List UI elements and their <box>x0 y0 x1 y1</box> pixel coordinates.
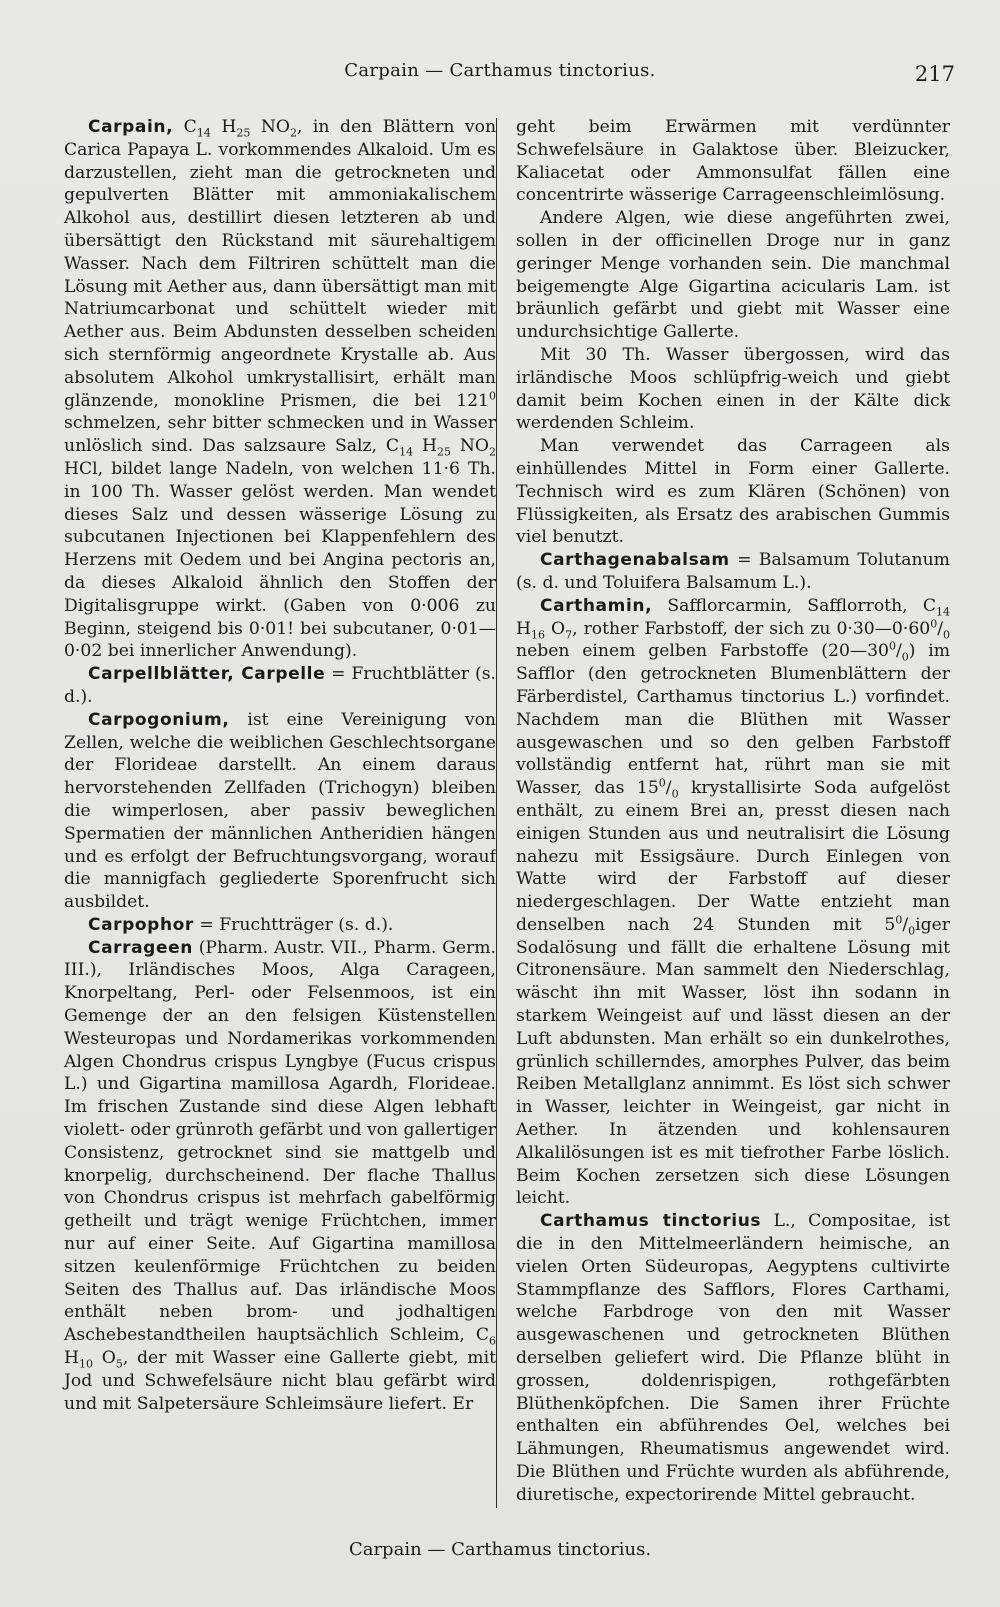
formula-sub: 5 <box>115 1357 123 1371</box>
entry-text: , der mit Wasser eine Gallerte giebt, mit Jod und Schwefelsäure nicht blau gefärbt wird und mit Salpetersäure Schleimsäure liefert. Er <box>64 1348 496 1414</box>
percent-slash: / <box>665 778 672 799</box>
term-carrageen: Carrageen <box>88 937 193 958</box>
formula-sub: 25 <box>436 445 451 459</box>
formula-h: H <box>64 1348 79 1369</box>
formula-sub: 6 <box>489 1334 496 1348</box>
entry-carthamin <box>516 595 950 1211</box>
formula-h: H <box>413 436 437 457</box>
entry-carpophor <box>64 914 496 937</box>
formula-sub: 7 <box>565 627 573 641</box>
carrageen-continuation: geht beim Erwärmen mit verdünnter Schwefelsäure in Galaktose über. Bleizucker, Kaliacetat oder Ammonsulfat fällen eine concentrirte wässerige Carrageenschleimlösung. <box>516 117 950 206</box>
percent-sup: 0 <box>888 639 896 653</box>
entry-text: , in den Blättern von Carica Papaya L. vorkommendes Alkaloid. Um es darzustellen, zieht man die getrockneten und gepulverten Blätter mit ammoniakalischem Alkohol aus, destillirt diesen letzteren ab und übersättigt den Rückstand mit säurehaltigem Wasser. Nach dem Filtriren schüttelt man die Lösung mit Aether aus, dann übersättigt man mit Natriumcarbonat und schüttelt wieder mit Aether aus. Beim Abdunsten desselben scheiden sich sternförmig angeordnete Krystalle ab. Aus absolutem Alkohol umkrystallisirt, erhält man glänzende, monokline Prismen, die bei 121 <box>64 117 497 411</box>
left-column <box>64 116 496 1415</box>
entry-carpain <box>64 116 496 663</box>
term-carpain: Carpain, <box>88 117 174 137</box>
entry-text: = Fruchtträger (s. d.). <box>193 914 394 935</box>
paragraph: Man verwendet das Carrageen als einhüllendes Mittel in Form einer Gallerte. Technisch wird es zum Klären (Schönen) von Flüssigkeiten, als Ersatz des arabischen Gummis viel benutzt. <box>516 436 950 548</box>
entry-text: iger Sodalösung und fällt die erhaltene Lösung mit Citronensäure. Man sammelt den Niederschlag, wäscht ihn mit Wasser, löst ihn sodann in starkem Weingeist auf und lässt diesen an der Luft abdunsten. Man erhält so ein dunkelrothes, grünlich schillerndes, amorphes Pulver, das beim Reiben Metallglanz annimmt. Es löst sich schwer in Wasser, leichter in Weingeist, gar nicht in Aether. In ätzenden und kohlensauren Alkalilösungen ist es mit tiefrother Farbe löslich. Beim Kochen zersetzen sich diese Lösungen leicht. <box>516 914 950 1209</box>
percent-sub: 0 <box>943 627 950 641</box>
entry-carpogonium <box>64 709 496 914</box>
entry-carthamus <box>516 1210 950 1506</box>
paragraph: Mit 30 Th. Wasser übergossen, wird das irländische Moos schlüpfrig-weich und giebt damit beim Kochen einen in der Kälte dick werdenden Schleim. <box>516 344 950 434</box>
percent-sub: 0 <box>908 924 916 938</box>
term-carpellblaetter: Carpellblätter, Carpelle <box>88 664 326 685</box>
percent-sup: 0 <box>930 616 938 630</box>
entry-text: ) im Safflor (den getrockneten Blumenblättern der Färberdistel, Carthamus tinctorius L.) vorfindet. Nachdem man die Blüthen mit Wasser ausgewaschen und so den gelben Farbstoff vollständig entfernt hat, rührt man sie mit Wasser, das 15 <box>516 641 950 799</box>
entry-text: , rother Farbstoff, der sich zu 0·30—0·60 <box>572 618 931 639</box>
percent-sub: 0 <box>901 650 909 664</box>
formula-sub: 25 <box>236 126 251 140</box>
percent-slash: / <box>895 641 902 662</box>
entry-carthagenabalsam <box>516 549 950 595</box>
percent-slash: / <box>902 914 909 935</box>
term-carpophor: Carpophor <box>88 914 194 935</box>
formula-sub: 2 <box>289 126 297 140</box>
paragraph: Andere Algen, wie diese angeführten zwei, sollen in der officinellen Droge nur in ganz geringer Menge vorhanden sein. Die manchmal beigemengte Alge Gigartina acicularis Lam. ist bräunlich gefärbt und giebt mit Wasser eine undurchsichtige Gallerte. <box>516 208 950 343</box>
formula-h: H <box>516 618 531 639</box>
right-column <box>516 116 950 1507</box>
term-carpogonium: Carpogonium, <box>88 709 230 730</box>
entry-text: neben einem gelben Farbstoffe (20—30 <box>516 641 889 662</box>
term-carthamus: Carthamus tinctorius <box>540 1211 762 1232</box>
degree-sup: 0 <box>489 388 496 402</box>
column-divider <box>496 118 497 1508</box>
formula-sub: 14 <box>196 126 211 140</box>
formula-sub: 2 <box>489 445 497 459</box>
percent-sup: 0 <box>658 776 666 790</box>
formula-sub: 14 <box>936 605 950 619</box>
formula-sub: 14 <box>399 445 414 459</box>
running-footer: Carpain — Carthamus tinctorius. <box>348 1539 652 1560</box>
term-carthamin: Carthamin, <box>540 595 653 616</box>
entry-text: ist eine Vereinigung von Zellen, welche die weiblichen Geschlechtsorgane der Florideae darstellt. An einem daraus hervorstehenden Zellfaden (Trichogyn) bleiben die wimperlosen, aber passiv beweglichen Spermatien der männlichen Antheridien hängen und es erfolgt der Befruchtungsvorgang, worauf die mannigfach gegliederte Sporenfrucht sich ausbildet. <box>64 709 496 913</box>
formula-o: O <box>93 1348 116 1369</box>
entry-text: HCl, bildet lange Nadeln, von welchen 11·6 Th. in 100 Th. Wasser gelöst werden. Man wendet dieses Salz und dessen wässerige Lösung zu subcutanen Injectionen bei Klappenfehlern des Herzens mit Oedem und bei Angina pectoris an, da dieses Alkaloid ähnlich den Stoffen der Digitalisgruppe wirkt. (Gaben von 0·006 zu Beginn, steigend bis 0·01! bei subcutaner, 0·01—0·02 bei innerlicher Anwendung). <box>64 458 496 662</box>
entry-text: krystallisirte Soda aufgelöst enthält, zu einem Brei an, presst diesen nach einigen Stunden aus und neutralisirt die Lösung nahezu mit Essigsäure. Durch Einlegen von Watte wird der Farbstoff auf dieser niedergeschlagen. Der Watte entzieht man denselben nach 24 Stunden mit 5 <box>516 778 951 935</box>
formula-no: NO <box>450 436 490 457</box>
formula-o: O <box>545 618 566 639</box>
term-carthagenabalsam: Carthagenabalsam <box>540 550 730 571</box>
running-header: Carpain — Carthamus tinctorius. <box>344 60 656 81</box>
entry-text: Safflorcarmin, Safflorroth, C <box>652 595 936 616</box>
entry-carrageen <box>64 937 496 1416</box>
entry-text: = Balsamum Tolutanum (s. d. und Toluifera Balsamum L.). <box>516 550 950 593</box>
page-number: 217 <box>914 62 955 86</box>
formula-h: H <box>210 117 237 137</box>
percent-sub: 0 <box>671 787 679 801</box>
entry-text: schmelzen, sehr bitter schmecken und in Wasser unlöslich sind. Das salzsaure Salz, C <box>64 413 496 457</box>
percent-sup: 0 <box>895 913 903 927</box>
entry-carpellblaetter <box>64 663 496 709</box>
formula-sub: 16 <box>531 627 545 641</box>
percent-slash: / <box>937 618 943 639</box>
entry-text: L., Compositae, ist die in den Mittelmeerländern heimische, an vielen Orten Südeuropas, Aegyptens cultivirte Stammpflanze des Safflors, Flores Carthami, welche Farbdroge von den mit Wasser ausgewaschenen und getrockneten Blüthen derselben geliefert wird. Die Pflanze blüht in grossen, doldenrispigen, rothgefärbten Blüthenköpfchen. Die Samen ihrer Früchte enthalten ein abführendes Oel, welches bei Lähmungen, Rheumatismus angewendet wird. Die Blüthen und Früchte wurden als abführende, diuretische, expectorirende Mittel gebraucht. <box>516 1211 950 1505</box>
formula-no: NO <box>250 117 290 137</box>
formula-c: C <box>183 117 197 137</box>
entry-text: (Pharm. Austr. VII., Pharm. Germ. III.), Irländisches Moos, Alga Carageen, Knorpeltang, Perl- oder Felsenmoos, ist ein Gemenge der an den felsigen Küstenstellen Westeuropas und Nordamerikas vorkommenden Algen Chondrus crispus Lyngbye (Fucus crispus L.) und Gigartina mamillosa Agardh, Florideae. Im frischen Zustande sind diese Algen lebhaft violett- oder grünroth gefärbt und von gallertiger Consistenz, getrocknet sind sie mattgelb und knorpelig, durchscheinend. Der flache Thallus von Chondrus crispus ist mehrfach gabelförmig getheilt und trägt wenige Früchtchen, immer nur auf einer Seite. Auf Gigartina mamillosa sitzen keulenförmige Früchtchen zu beiden Seiten des Thallus auf. Das irländische Moos enthält neben brom- und jodhaltigen Aschebestandtheilen hauptsächlich Schleim, C <box>64 937 496 1346</box>
entry-text: = Fruchtblätter (s. d.). <box>64 664 497 707</box>
formula-sub: 10 <box>79 1357 93 1371</box>
